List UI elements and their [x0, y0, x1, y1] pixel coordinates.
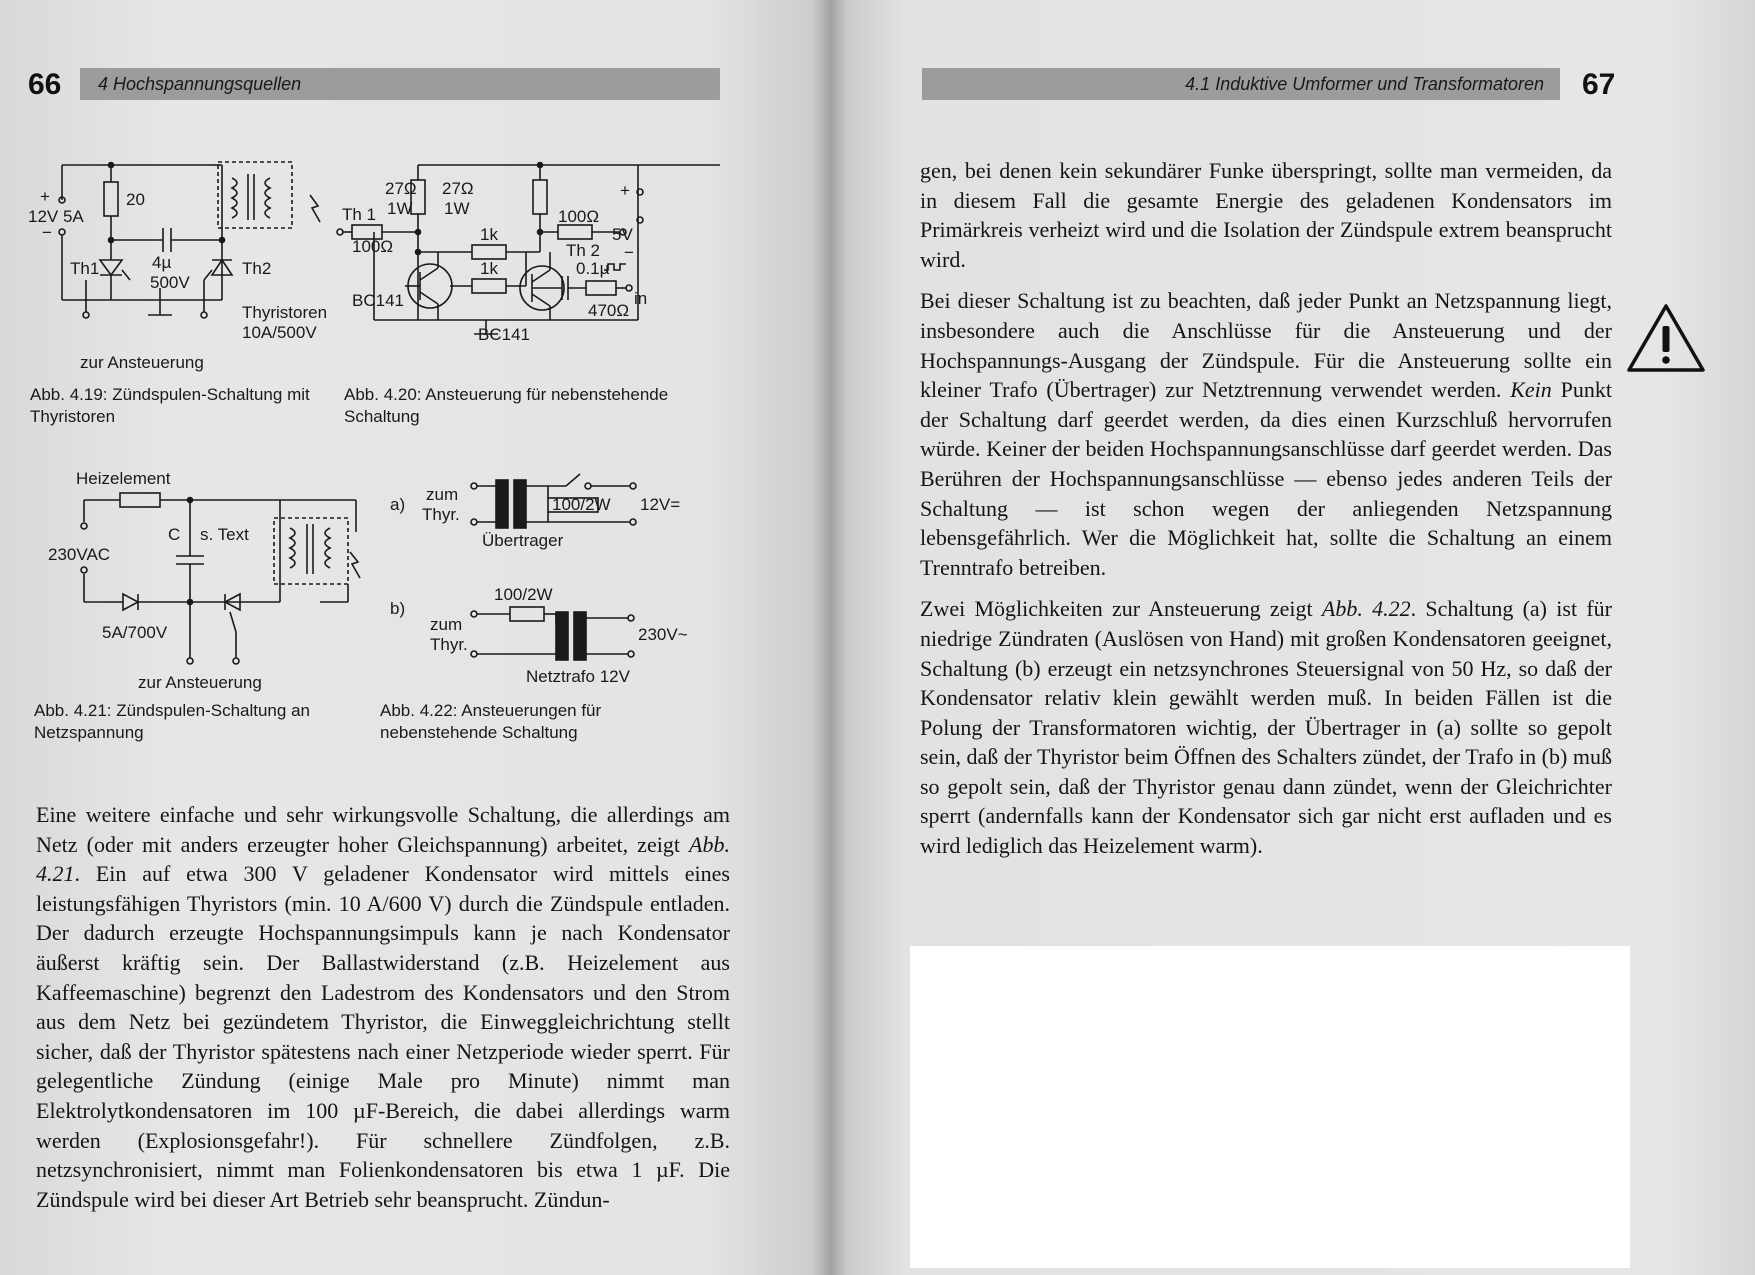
resistor-b-label: 100/2W	[494, 585, 553, 604]
right-paragraph-1: gen, bei denen kein sekundärer Funke überspringt, sollte man vermeiden, da in diesem Fall die gesamte Energie des geladenen Kondensators im Primärkreis verheizt wird und die Isolation der Zündspule extrem beansprucht wird.	[920, 158, 1612, 272]
netztrafo-label: Netztrafo 12V	[526, 667, 630, 686]
r100-b-label: 100Ω	[558, 207, 600, 226]
ansteuerung-label: zur Ansteuerung	[80, 353, 204, 372]
figure-4-20	[330, 140, 730, 380]
blank-patch	[910, 946, 1630, 1268]
p3-text-a: Zwei Möglichkeiten zur Ansteuerung zeigt	[920, 596, 1322, 622]
caption-4-19: Abb. 4.19: Zündspulen-Schaltung mit Thyristoren	[30, 385, 310, 426]
variant-a-label: a)	[390, 495, 406, 514]
ansteuerung-label: zur Ansteuerung	[138, 673, 262, 692]
running-head-right: 4.1 Induktive Umformer und Transformatoren	[922, 68, 1560, 100]
plus-label: +	[40, 187, 50, 206]
minus-label: −	[42, 223, 52, 242]
right-paragraph-3	[920, 594, 1612, 860]
variant-b-label: b)	[390, 599, 406, 618]
r27-2-watt-label: 1W	[444, 199, 470, 218]
th1-label: Th1	[70, 259, 100, 278]
thyristoren-label: Thyristoren	[242, 303, 328, 322]
book-gutter	[812, 0, 848, 1275]
plus-label: +	[620, 181, 630, 200]
r20-label: 20	[126, 190, 145, 209]
warning-triangle-icon	[1625, 302, 1707, 379]
th2-label: Th 2	[566, 241, 601, 260]
right-paragraph-2	[920, 286, 1612, 582]
left-paragraph-text-a: Eine weitere einfache und sehr wirkungsvolle Schaltung, die allerdings am Netz (oder mit anders erzeugter hoher Gleichspannung) arbeitet, zeigt	[36, 802, 730, 857]
p3-text-b: . Schaltung (a) ist für niedrige Zündraten (Auslösen von Hand) mit großen Kondensatoren geeignet, Schaltung (b) erzeugt ein netzsynchrones Steuersignal von 50 Hz, so daß der Kondensator relativ klein gewählt werden muß. In beiden Fällen ist die Polung der Transformatoren wichtig, der Übertrager in (a) sollte so gepolt sein, daß der Thyristor beim Öffnen des Schalters zündet, der Trafo in (b) muß so gepolt sein, daß der Thyristor genau dann zündet, wenn der Gleichrichter sperrt (andernfalls kann der Kondensator sich gar nicht erst aufladen und es wird lediglich das Heizelement warm).	[920, 596, 1612, 859]
figure-4-19	[20, 140, 350, 380]
c-label: C	[168, 525, 181, 544]
cap-label: 4µ	[152, 253, 172, 272]
cap-voltage-label: 500V	[150, 273, 190, 292]
page-number-right: 67	[1582, 68, 1616, 101]
zum-a-label: zum	[426, 485, 459, 504]
caption-4-20: Abb. 4.20: Ansteuerung für nebenstehende Schaltung	[344, 385, 669, 426]
v5-label: 5V	[612, 225, 633, 244]
stext-label: s. Text	[200, 525, 249, 544]
left-paragraph	[36, 800, 730, 1214]
r100-a-label: 100Ω	[352, 237, 394, 256]
minus-label: −	[624, 243, 634, 262]
c01-label: 0.1µ	[576, 259, 610, 278]
caption-4-22: Abb. 4.22: Ansteuerungen für nebenstehende Schaltung	[380, 701, 602, 742]
left-paragraph-text-b: . Ein auf etwa 300 V geladener Kondensator wird mittels eines leistungsfähigen Thyristors (min. 10 A/600 V) durch die Zündspule entladen. Der dadurch erzeugte Hochspannungsimpuls kann je nach Kondensator äußerst kräftig sein. Der Ballastwiderstand (z.B. Heizelement aus Kaffeemaschine) begrenzt den Ladestrom des Kondensators und den Strom aus dem Netz bei gezündetem Thyristor, die Einweggleichrichtung stellt sicher, daß der Thyristor spätestens nach einer Netzperiode wieder sperrt. Für gelegentliche Zündung (einige Male pro Minute) nimmt man Elektrolytkondensatoren im 100 µF-Bereich, die dabei allerdings warm werden (Explosionsgefahr!). Für schnellere Zündfolgen, z.B. netzsynchronisiert, nimmt man Folienkondensatoren bis etwa 1 µF. Die Zündspule wird bei dieser Art Betrieb sehr beansprucht. Zündun-	[36, 861, 730, 1212]
r470-label: 470Ω	[588, 301, 630, 320]
heizelement-label: Heizelement	[76, 469, 171, 488]
figure-4-22	[390, 470, 730, 698]
page-number-left: 66	[28, 68, 62, 101]
r27-2-label: 27Ω	[442, 179, 474, 198]
p2-text-b: Punkt der Schaltung darf geerdet werden, da dies einen Kurzschluß hervorrufen würde. Keiner der beiden Hochspannungsanschlüsse darf geerdet werden. Das Berühren der Hochspannungsanschlüsse — ebenso jedes anderen Teils der Schaltung — ist schon wegen der anliegenden Netzspannung lebensgefährlich. Wer die Möglichkeit hat, sollte die Schaltung an einem Trenntrafo betreiben.	[920, 377, 1612, 580]
r27-1-label: 27Ω	[385, 179, 417, 198]
zum-b-label: zum	[430, 615, 463, 634]
diode-label: 5A/700V	[102, 623, 168, 642]
running-head-left: 4 Hochspannungsquellen	[80, 68, 720, 100]
p2-emphasis: Kein	[1510, 377, 1552, 403]
resistor-a-label: 100/2W	[552, 495, 611, 514]
figure-4-21	[30, 462, 380, 694]
uebertrager-label: Übertrager	[482, 531, 564, 550]
th1-label: Th 1	[342, 205, 377, 224]
left-page	[0, 0, 830, 1275]
left-body	[36, 800, 730, 1226]
v230-label: 230V~	[638, 625, 688, 644]
v12-label: 12V=	[640, 495, 681, 514]
r1k-2-label: 1k	[480, 259, 498, 278]
bc141-1-label: BC141	[352, 291, 404, 310]
supply-label: 12V 5A	[28, 207, 84, 226]
figure-reference: Abb. 4.21	[36, 831, 730, 887]
caption-4-21: Abb. 4.21: Zündspulen-Schaltung an Netzspannung	[34, 701, 310, 742]
p2-text-a: Bei dieser Schaltung ist zu beachten, daß jeder Punkt an Netzspannung liegt, insbesondere auch die Anschlüsse für die Ansteuerung und der Hochspannungs-Ausgang der Zündspule. Für die Ansteuerung sollte ein kleiner Trafo (Übertrager) zur Netztrennung verwendet werden.	[920, 288, 1612, 403]
p3-figure-reference: Abb. 4.22	[1321, 596, 1411, 622]
thyr-b-label: Thyr.	[430, 635, 468, 654]
right-body	[920, 156, 1612, 873]
vac-label: 230VAC	[48, 545, 111, 564]
r1k-1-label: 1k	[480, 225, 498, 244]
in-label: in	[634, 289, 648, 308]
thyristoren-rating-label: 10A/500V	[242, 323, 317, 342]
thyr-a-label: Thyr.	[422, 505, 460, 524]
r27-1-watt-label: 1W	[387, 199, 413, 218]
bc141-2-label: BC141	[478, 325, 530, 344]
th2-label: Th2	[242, 259, 272, 278]
